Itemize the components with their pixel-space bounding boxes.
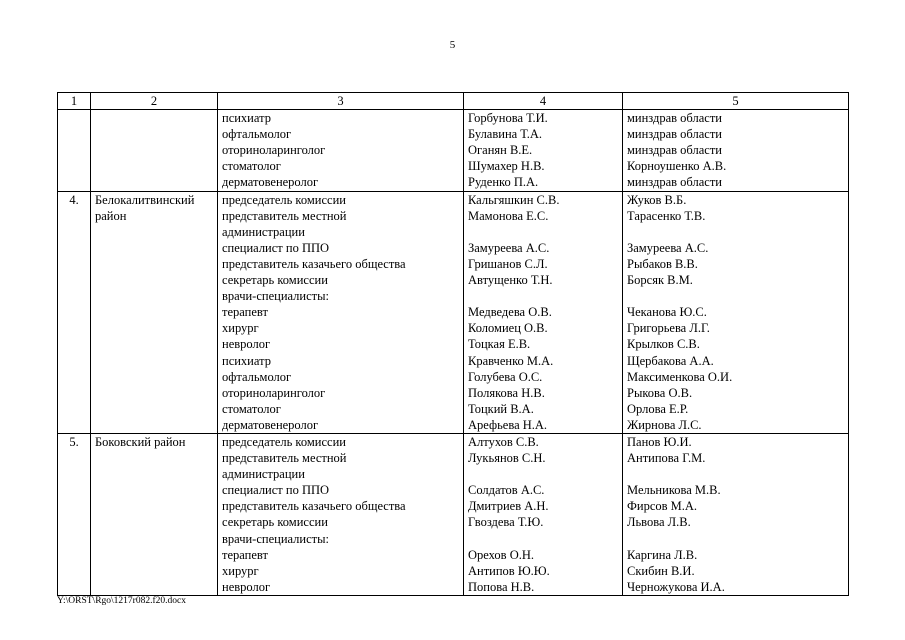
cell-line: представитель местной — [222, 451, 347, 466]
cell-line: Жуков В.Б. — [627, 192, 687, 207]
cell-line: специалист по ППО — [222, 483, 330, 498]
table-header-row — [58, 93, 849, 110]
cell-line: район — [95, 208, 127, 223]
cell-line: врачи-специалисты: — [222, 289, 329, 304]
cell-line: Гвоздева Т.Ю. — [468, 515, 544, 530]
members-cell — [464, 433, 623, 595]
cell-line: невролог — [222, 579, 271, 594]
cell-line: Замуреева А.С. — [627, 240, 709, 255]
cell-line: минздрав области — [627, 175, 722, 190]
members-cell — [464, 191, 623, 433]
cell-line: Замуреева А.С. — [468, 240, 550, 255]
cell-line: минздрав области — [627, 127, 722, 142]
cell-line: психиатр — [222, 111, 271, 126]
cell-line: дерматовенеролог — [222, 175, 319, 190]
cell-line: врачи-специалисты: — [222, 531, 329, 546]
cell-line: председатель комиссии — [222, 192, 346, 207]
cell-line: Гришанов С.Л. — [468, 256, 548, 271]
header-col-3: 3 — [218, 93, 464, 110]
cell-line — [627, 531, 844, 547]
positions-cell — [218, 433, 464, 595]
header-col-2: 2 — [91, 93, 218, 110]
cell-line: минздрав области — [627, 143, 722, 158]
cell-line — [468, 531, 618, 547]
cell-line: стоматолог — [222, 401, 281, 416]
cell-line: Жирнова Л.С. — [627, 417, 702, 432]
cell-line: Лукьянов С.Н. — [468, 451, 546, 466]
cell-line: Тоцкая Е.В. — [468, 337, 531, 352]
cell-line: Кравченко М.А. — [468, 353, 554, 368]
cell-line — [468, 466, 618, 482]
cell-line: секретарь комиссии — [222, 515, 328, 530]
cell-line: Коломиец О.В. — [468, 321, 548, 336]
row-number-cell — [58, 433, 91, 595]
cell-line: Черножукова И.А. — [627, 579, 725, 594]
cell-line: Тарасенко Т.В. — [627, 208, 706, 223]
footer-file-path: Y:\ORST\Rgo\1217r082.f20.docx — [57, 596, 186, 606]
cell-line: офтальмолог — [222, 127, 292, 142]
cell-line: Алтухов С.В. — [468, 434, 539, 449]
cell-line: Орлова Е.Р. — [627, 401, 689, 416]
row-number — [62, 110, 86, 126]
cell-line: Арефьева Н.А. — [468, 417, 548, 432]
cell-line: Медведева О.В. — [468, 305, 552, 320]
positions-cell — [218, 191, 464, 433]
cell-line: Борсяк В.М. — [627, 273, 693, 288]
row-number: 4. — [69, 192, 79, 207]
cell-line: хирург — [222, 563, 259, 578]
cell-line: Солдатов А.С. — [468, 483, 545, 498]
cell-line: Полякова Н.В. — [468, 385, 545, 400]
row-number-cell — [58, 191, 91, 433]
cell-line: секретарь комиссии — [222, 273, 328, 288]
cell-line: Григорьева Л.Г. — [627, 321, 710, 336]
cell-line: Чеканова Ю.С. — [627, 305, 707, 320]
cell-line: представитель казачьего общества — [222, 499, 406, 514]
cell-line: стоматолог — [222, 159, 281, 174]
cell-line: хирург — [222, 321, 259, 336]
cell-line: Скибин В.И. — [627, 563, 695, 578]
cell-line: Шумахер Н.В. — [468, 159, 545, 174]
cell-line: Горбунова Т.И. — [468, 111, 548, 126]
cell-line: Рыбаков В.В. — [627, 256, 698, 271]
cell-line: Антипов Ю.Ю. — [468, 563, 550, 578]
cell-line — [95, 110, 213, 126]
header-col-5: 5 — [623, 93, 849, 110]
cell-line: Крылков С.В. — [627, 337, 700, 352]
cell-line: оториноларинголог — [222, 385, 326, 400]
cell-line: администрации — [222, 467, 305, 482]
cell-line: Булавина Т.А. — [468, 127, 542, 142]
cell-line — [468, 288, 618, 304]
cell-line: Попова Н.В. — [468, 579, 535, 594]
cell-line: Львова Л.В. — [627, 515, 691, 530]
reserves-cell — [623, 110, 849, 191]
cell-line: Мамонова Е.С. — [468, 208, 549, 223]
page-number: 5 — [449, 39, 456, 51]
cell-line: Орехов О.Н. — [468, 547, 535, 562]
cell-line: Тоцкий В.А. — [468, 401, 534, 416]
cell-line: Рыкова О.В. — [627, 385, 693, 400]
cell-line: председатель комиссии — [222, 434, 346, 449]
cell-line: Панов Ю.И. — [627, 434, 692, 449]
cell-line: Фирсов М.А. — [627, 499, 698, 514]
cell-line: представитель казачьего общества — [222, 256, 406, 271]
cell-line — [627, 288, 844, 304]
table-row — [58, 433, 849, 595]
row-number-cell — [58, 110, 91, 191]
reserves-cell — [623, 191, 849, 433]
cell-line: минздрав области — [627, 111, 722, 126]
cell-line: Корноушенко А.В. — [627, 159, 727, 174]
cell-line: Антипова Г.М. — [627, 451, 706, 466]
cell-line — [627, 466, 844, 482]
positions-cell — [218, 110, 464, 191]
cell-line: Оганян В.Е. — [468, 143, 533, 158]
table-row — [58, 191, 849, 433]
cell-line: Мельникова М.В. — [627, 483, 721, 498]
cell-line: Каргина Л.В. — [627, 547, 698, 562]
cell-line: Дмитриев А.Н. — [468, 499, 549, 514]
district-cell — [91, 110, 218, 191]
cell-line: оториноларинголог — [222, 143, 326, 158]
cell-line: невролог — [222, 337, 271, 352]
cell-line: представитель местной — [222, 208, 347, 223]
cell-line: психиатр — [222, 353, 271, 368]
header-col-1: 1 — [58, 93, 91, 110]
cell-line: Белокалитвинский — [95, 192, 195, 207]
cell-line — [468, 224, 618, 240]
cell-line — [627, 224, 844, 240]
cell-line: Щербакова А.А. — [627, 353, 714, 368]
reserves-cell — [623, 433, 849, 595]
cell-line: Кальгяшкин С.В. — [468, 192, 560, 207]
cell-line: дерматовенеролог — [222, 417, 319, 432]
district-cell — [91, 191, 218, 433]
cell-line: терапевт — [222, 305, 268, 320]
cell-line: Руденко П.А. — [468, 175, 539, 190]
row-number: 5. — [69, 434, 79, 449]
commission-table — [57, 92, 849, 596]
table-row — [58, 110, 849, 191]
district-cell — [91, 433, 218, 595]
cell-line: администрации — [222, 224, 305, 239]
cell-line: терапевт — [222, 547, 268, 562]
cell-line: Максименкова О.И. — [627, 369, 733, 384]
header-col-4: 4 — [464, 93, 623, 110]
table-body — [58, 110, 849, 596]
cell-line: Автущенко Т.Н. — [468, 273, 553, 288]
cell-line: Голубева О.С. — [468, 369, 543, 384]
members-cell — [464, 110, 623, 191]
cell-line: офтальмолог — [222, 369, 292, 384]
cell-line: специалист по ППО — [222, 240, 330, 255]
cell-line: Боковский район — [95, 434, 186, 449]
